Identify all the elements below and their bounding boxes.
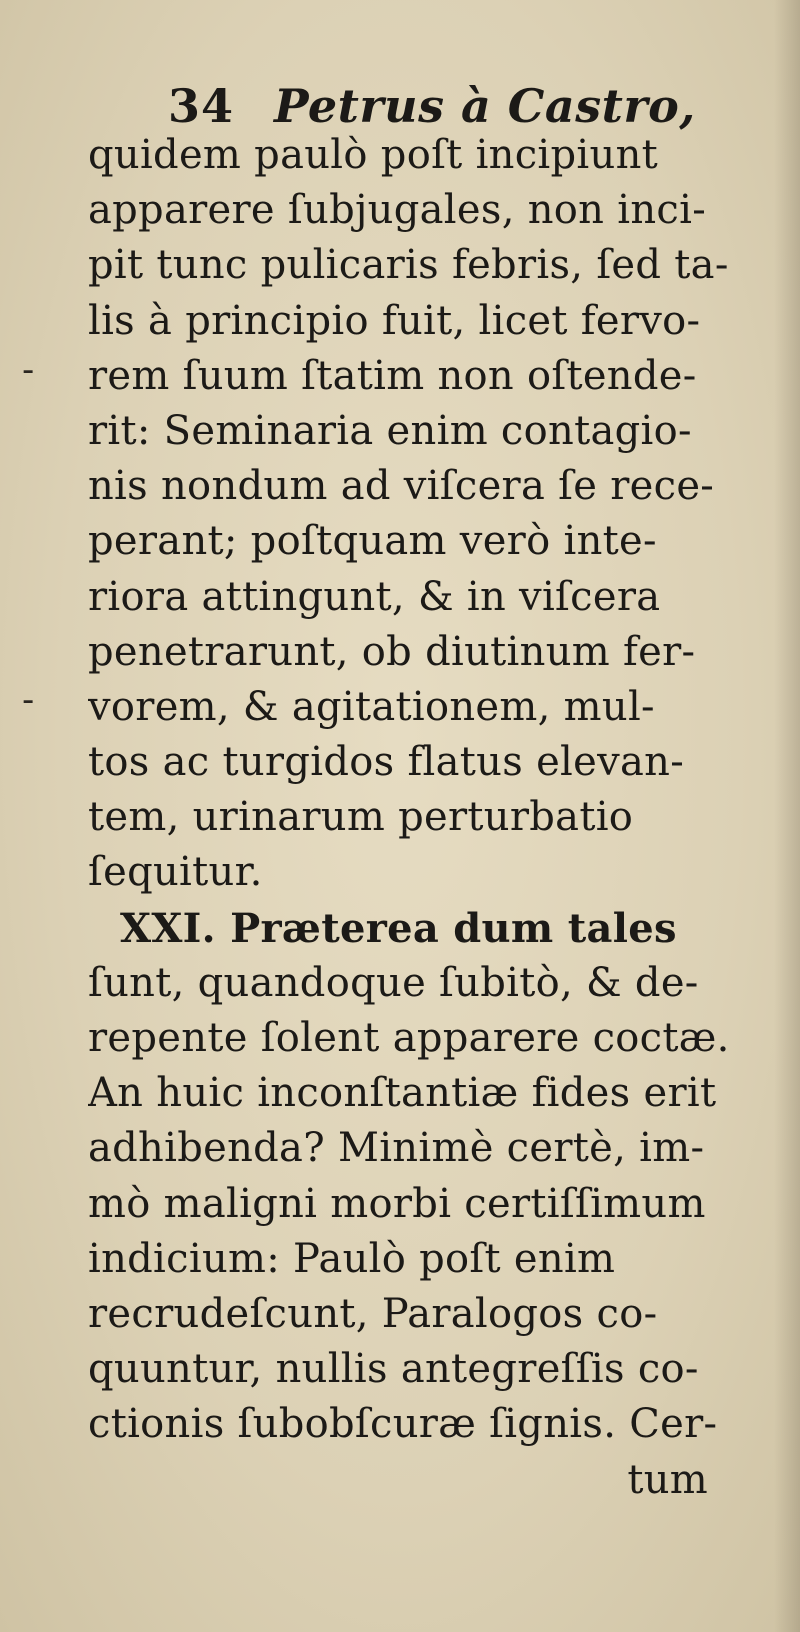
- text-line: riora attingunt, & in viſcera: [88, 573, 661, 620]
- text-line: tos ac turgidos flatus elevan-: [88, 739, 685, 786]
- text-line: perant; poſtquam verò inte-: [88, 518, 657, 565]
- text-line: rem ſuum ſtatim non oſtende-: [88, 352, 697, 399]
- text-line: indicium: Paulò poſt enim: [88, 1235, 616, 1282]
- text-line: lis à principio fuit, licet fervo-: [88, 297, 701, 344]
- page-number: 34: [168, 79, 235, 133]
- text-line: adhibenda? Minimè certè, im-: [88, 1125, 705, 1172]
- text-line: ſunt, quandoque ſubitò, & de-: [88, 959, 699, 1006]
- text-line: nis nondum ad viſcera ſe rece-: [88, 463, 715, 510]
- catchword: tum: [627, 1456, 708, 1503]
- section-heading-line: XXI. Præterea dum tales: [120, 904, 677, 952]
- text-line: ctionis ſubobſcuræ ſignis. Cer-: [88, 1401, 718, 1448]
- text-line: apparere ſubjugales, non inci-: [88, 187, 707, 234]
- text-line: An huic inconſtantiæ fides erit: [88, 1070, 717, 1117]
- running-title: Petrus à Castro,: [274, 79, 696, 133]
- text-line: quuntur, nullis antegreſſis co-: [88, 1346, 699, 1393]
- page-header: [168, 76, 696, 136]
- margin-dash-mark: -: [22, 350, 35, 390]
- text-line: recrudeſcunt, Paralogos co-: [88, 1290, 658, 1337]
- text-line: pit tunc pulicaris febris, ſed ta-: [88, 242, 729, 289]
- text-line: penetrarunt, ob diutinum fer-: [88, 628, 696, 675]
- body-text: [88, 128, 788, 1508]
- text-line: mò maligni morbi certiſſimum: [88, 1180, 706, 1227]
- text-line: vorem, & agitationem, mul-: [88, 683, 655, 730]
- text-line: quidem paulò poſt incipiunt: [88, 132, 659, 178]
- text-line: ſequitur.: [88, 849, 263, 896]
- margin-dash-mark: -: [22, 680, 35, 720]
- text-line: tem, urinarum perturbatio: [88, 794, 634, 841]
- text-line: rit: Seminaria enim contagio-: [88, 407, 692, 454]
- text-line: repente ſolent apparere coctæ.: [88, 1015, 730, 1061]
